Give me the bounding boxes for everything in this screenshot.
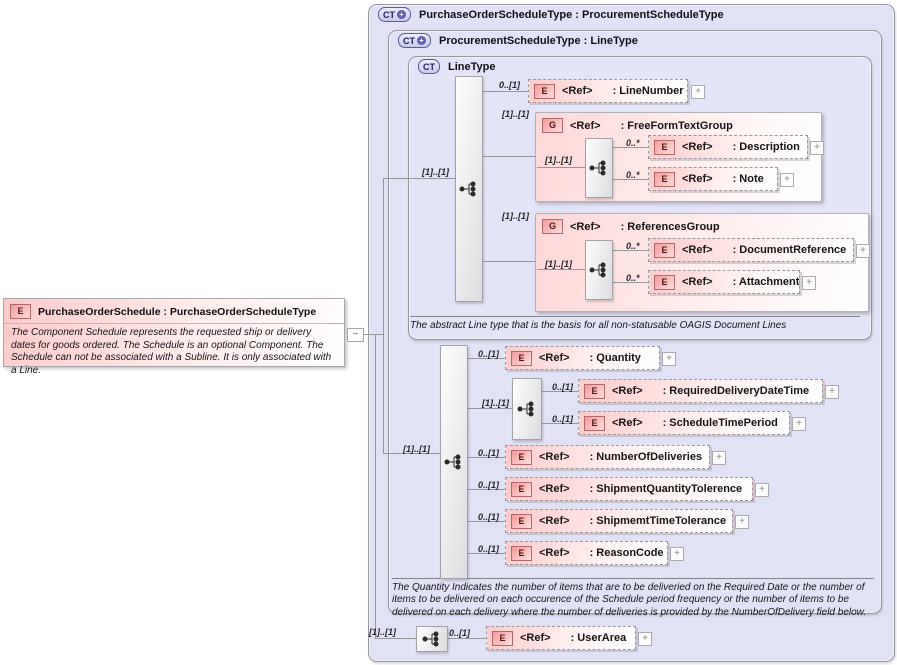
connector-line — [466, 408, 512, 409]
element-note[interactable] — [648, 167, 778, 191]
group-name: : FreeFormTextGroup — [620, 119, 733, 132]
sequence-icon — [588, 159, 610, 177]
element-ref: <Ref> — [539, 483, 570, 495]
expand-icon[interactable]: + — [735, 515, 749, 529]
element-ref: <Ref> — [612, 417, 643, 429]
ct-badge-label: CT — [423, 61, 435, 72]
cardinality-label: [1]..[1] — [369, 627, 396, 637]
element-ref: <Ref> — [539, 515, 570, 527]
expand-icon[interactable]: + — [780, 173, 794, 187]
cardinality-label: 0..* — [626, 138, 640, 148]
sequence-connector-linetype — [455, 76, 483, 302]
expand-icon[interactable]: + — [691, 85, 705, 99]
middle-title: ProcurementScheduleType : LineType — [439, 34, 638, 47]
element-icon: E — [654, 243, 675, 258]
element-icon: E — [511, 546, 532, 561]
element-ref: <Ref> — [539, 451, 570, 463]
element-icon: E — [511, 351, 532, 366]
outer-header — [378, 7, 724, 22]
cardinality-label: [1]..[1] — [545, 259, 572, 269]
element-name: : DocumentReference — [732, 244, 847, 256]
connector-line — [383, 178, 384, 454]
sequence-connector-userarea — [416, 626, 448, 652]
complex-type-icon — [398, 33, 431, 48]
connector-line — [446, 638, 486, 639]
cardinality-label: 0..* — [626, 273, 640, 283]
element-icon: E — [654, 275, 675, 290]
element-name: : Attachment — [732, 276, 800, 288]
cardinality-label: 0..* — [626, 170, 640, 180]
expand-icon[interactable]: + — [802, 276, 816, 290]
element-documentreference[interactable] — [648, 238, 854, 262]
element-name: : ReasonCode — [589, 547, 664, 559]
element-name: : Description — [732, 141, 800, 153]
element-ref: <Ref> — [682, 141, 713, 153]
connector-line — [383, 178, 455, 179]
group-name: : ReferencesGroup — [620, 220, 720, 233]
sequence-connector-delivery — [512, 378, 542, 440]
connector-line — [481, 91, 528, 92]
complex-type-icon — [418, 59, 440, 74]
element-name: : ScheduleTimePeriod — [662, 417, 778, 429]
element-icon: E — [654, 172, 675, 187]
connector-line — [375, 334, 376, 638]
connector-line — [537, 167, 585, 168]
cardinality-label: 0..[1] — [478, 448, 500, 458]
element-ref: <Ref> — [682, 173, 713, 185]
group-ref: <Ref> — [570, 119, 601, 132]
sequence-icon — [588, 261, 610, 279]
element-shipmemttimetolerance[interactable] — [505, 509, 733, 533]
expand-icon[interactable]: + — [712, 451, 726, 465]
element-description[interactable] — [648, 135, 808, 159]
expand-icon[interactable]: + — [856, 244, 870, 258]
element-name: : ShipmemtTimeTolerance — [589, 515, 727, 527]
connector-line — [481, 261, 535, 262]
element-name: : ShipmentQuantityTolerence — [589, 483, 743, 495]
expand-icon[interactable]: + — [662, 352, 676, 366]
element-numberofdeliveries[interactable] — [505, 445, 710, 469]
element-icon: E — [654, 140, 675, 155]
collapse-icon[interactable]: − — [347, 328, 364, 342]
connector-line — [537, 269, 585, 270]
element-reasoncode[interactable] — [505, 541, 668, 565]
group-header — [536, 214, 868, 234]
group-ref: <Ref> — [570, 220, 601, 233]
complex-type-icon — [378, 7, 411, 22]
cardinality-label: 0..[1] — [478, 349, 500, 359]
component-annotation: The Component Schedule represents the requested ship or delivery dates for goods ordered. The Schedule is an optional Component. The Schedule can not be associated with a Subline. It is only associated with a Line. — [11, 327, 332, 376]
derived-plus-icon: + — [397, 10, 406, 19]
element-icon: E — [492, 631, 513, 646]
ct-badge-label: CT — [383, 9, 395, 20]
element-icon: E — [511, 514, 532, 529]
element-name: : UserArea — [570, 632, 627, 644]
connector-line — [481, 156, 535, 157]
cardinality-label: 0..[1] — [449, 628, 471, 638]
element-attachment[interactable] — [648, 270, 800, 294]
cardinality-label: [1]..[1] — [502, 211, 529, 221]
element-icon: E — [584, 416, 605, 431]
element-requireddeliverydatetime[interactable] — [578, 379, 823, 403]
element-icon: E — [534, 84, 555, 99]
cardinality-label: 0..[1] — [478, 512, 500, 522]
element-name: : LineNumber — [612, 85, 684, 97]
element-icon: E — [584, 384, 605, 399]
expand-icon[interactable]: + — [810, 141, 824, 155]
component-header — [4, 299, 344, 324]
expand-icon[interactable]: + — [825, 385, 839, 399]
element-icon: E — [10, 304, 31, 319]
sequence-connector-refs — [585, 240, 613, 300]
schedule-annotation: The Quantity Indicates the number of items that are to be deliveried on the Required Date or the number of items to be delivered on each occurence of the Schedule period frequency or the number of items to be delivered on each delivery where the number of deliveries is provided by the NumberOfDelivery field below. — [392, 578, 874, 619]
element-ref: <Ref> — [539, 547, 570, 559]
sequence-icon — [421, 630, 443, 648]
group-header — [536, 113, 821, 133]
cardinality-label: [1]..[1] — [422, 167, 449, 177]
derived-plus-icon: + — [417, 36, 426, 45]
linetype-annotation: The abstract Line type that is the basis for all non-statusable OAGIS Document Lines — [410, 316, 860, 332]
cardinality-label: 0..[1] — [552, 382, 574, 392]
cardinality-label: 0..[1] — [552, 414, 574, 424]
component-title: PurchaseOrderSchedule : PurchaseOrderScheduleType — [38, 305, 317, 318]
connector-line — [363, 334, 384, 335]
element-ref: <Ref> — [612, 385, 643, 397]
element-userarea[interactable] — [486, 626, 636, 650]
cardinality-label: 0..[1] — [499, 80, 521, 90]
element-linenumber[interactable] — [528, 79, 688, 103]
sequence-connector-fftg — [585, 138, 613, 198]
sequence-connector-schedule — [440, 345, 468, 579]
expand-icon[interactable]: + — [755, 483, 769, 497]
element-name: : RequiredDeliveryDateTime — [662, 385, 810, 397]
cardinality-label: [1]..[1] — [545, 155, 572, 165]
element-quantity[interactable] — [505, 346, 660, 370]
cardinality-label: 0..[1] — [478, 480, 500, 490]
element-scheduletimeperiod[interactable] — [578, 411, 790, 435]
cardinality-label: [1]..[1] — [482, 398, 509, 408]
element-ref: <Ref> — [682, 276, 713, 288]
expand-icon[interactable]: + — [792, 417, 806, 431]
ct-badge-label: CT — [403, 35, 415, 46]
cardinality-label: [1]..[1] — [403, 444, 430, 454]
element-purchaseorderschedule[interactable] — [3, 298, 345, 376]
element-ref: <Ref> — [562, 85, 593, 97]
group-icon: G — [542, 118, 563, 133]
element-ref: <Ref> — [682, 244, 713, 256]
element-ref: <Ref> — [539, 352, 570, 364]
element-shipmentquantitytolerence[interactable] — [505, 477, 753, 501]
element-name: : NumberOfDeliveries — [589, 451, 703, 463]
element-icon: E — [511, 482, 532, 497]
outer-title: PurchaseOrderScheduleType : ProcurementScheduleType — [419, 8, 724, 21]
expand-icon[interactable]: + — [638, 632, 652, 646]
element-icon: E — [511, 450, 532, 465]
cardinality-label: [1]..[1] — [502, 109, 529, 119]
cardinality-label: 0..[1] — [478, 544, 500, 554]
connector-line — [375, 638, 416, 639]
linetype-header — [418, 59, 495, 74]
cardinality-label: 0..* — [626, 241, 640, 251]
sequence-icon — [443, 453, 465, 471]
expand-icon[interactable]: + — [670, 547, 684, 561]
sequence-icon — [516, 400, 538, 418]
group-icon: G — [542, 219, 563, 234]
element-ref: <Ref> — [520, 632, 551, 644]
element-name: : Note — [732, 173, 764, 185]
sequence-icon — [458, 180, 480, 198]
element-name: : Quantity — [589, 352, 641, 364]
middle-header — [398, 33, 638, 48]
linetype-title: LineType — [448, 60, 496, 73]
